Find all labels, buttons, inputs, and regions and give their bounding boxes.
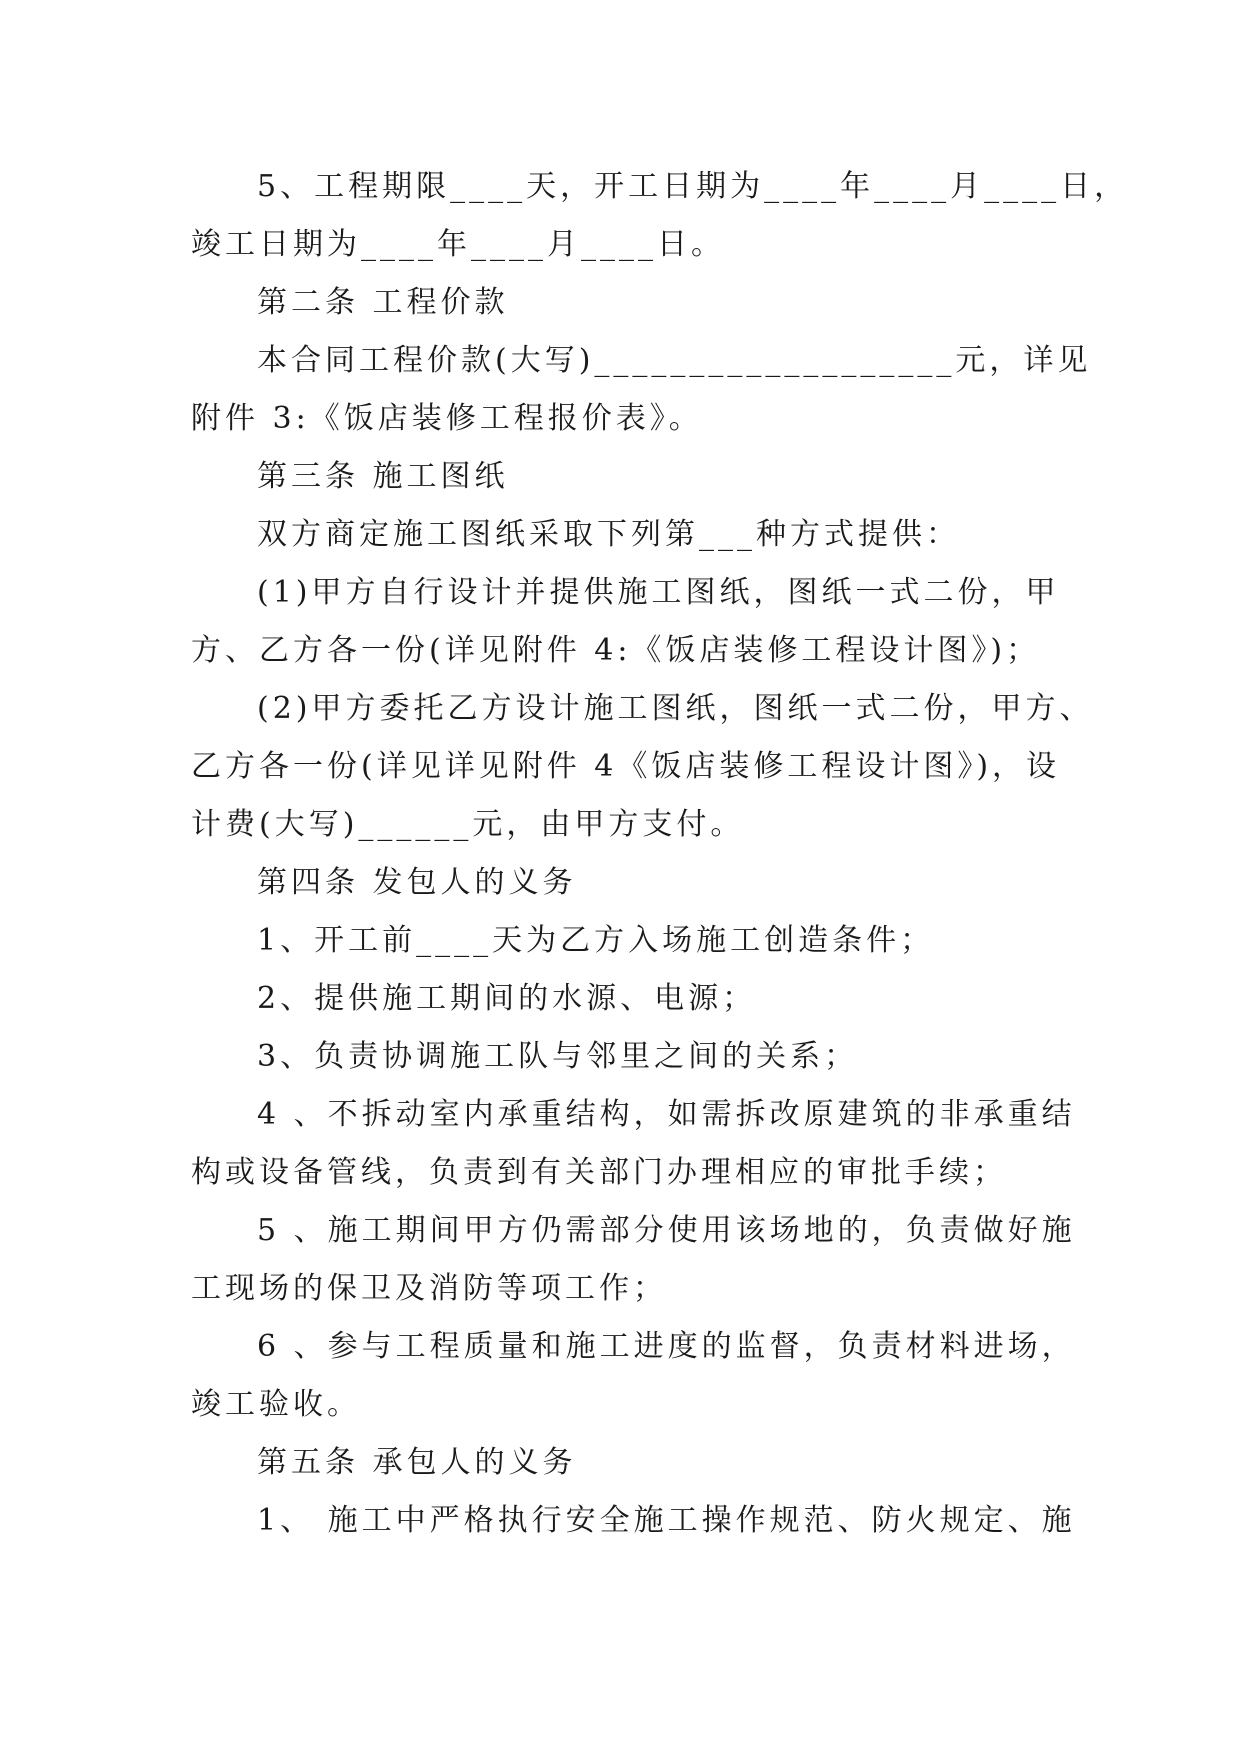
section-heading: 第五条 承包人的义务 <box>257 1445 577 1480</box>
text-line: 工现场的保卫及消防等项工作； <box>191 1271 667 1306</box>
text-line: 1、 施工中严格执行安全施工操作规范、防火规定、施 <box>257 1503 1076 1538</box>
text-line: (2)甲方委托乙方设计施工图纸，图纸一式二份，甲方、 <box>257 691 1094 726</box>
text-line: 附件 3:《饭店装修工程报价表》。 <box>191 401 703 436</box>
text-line: 1、开工前____天为乙方入场施工创造条件； <box>257 923 935 958</box>
text-line: 5 、施工期间甲方仍需部分使用该场地的，负责做好施 <box>257 1213 1076 1248</box>
text-line: 构或设备管线，负责到有关部门办理相应的审批手续； <box>191 1155 1007 1190</box>
text-line: 乙方各一份(详见详见附件 4《饭店装修工程设计图》)，设 <box>191 749 1061 784</box>
text-line: 方、乙方各一份(详见附件 4:《饭店装修工程设计图》)； <box>191 633 1041 668</box>
text-line: 3、负责协调施工队与邻里之间的关系； <box>257 1039 859 1074</box>
document-body <box>191 158 1129 1550</box>
section-heading: 第二条 工程价款 <box>257 285 509 320</box>
text-line: (1)甲方自行设计并提供施工图纸，图纸一式二份，甲 <box>257 575 1060 610</box>
text-line: 6 、参与工程质量和施工进度的监督，负责材料进场， <box>257 1329 1076 1364</box>
text-line: 5、工程期限____天，开工日期为____年____月____日， <box>257 169 1129 204</box>
text-line: 竣工日期为____年____月____日。 <box>191 227 725 262</box>
text-line: 计费(大写)______元，由甲方支付。 <box>191 807 745 842</box>
section-heading: 第四条 发包人的义务 <box>257 865 577 900</box>
text-line: 竣工验收。 <box>191 1387 361 1422</box>
text-line: 4 、不拆动室内承重结构，如需拆改原建筑的非承重结 <box>257 1097 1076 1132</box>
section-heading: 第三条 施工图纸 <box>257 459 509 494</box>
text-line: 2、提供施工期间的水源、电源； <box>257 981 757 1016</box>
text-line: 本合同工程价款(大写)___________________元，详见 <box>257 343 1092 378</box>
text-line: 双方商定施工图纸采取下列第___种方式提供： <box>257 517 960 552</box>
